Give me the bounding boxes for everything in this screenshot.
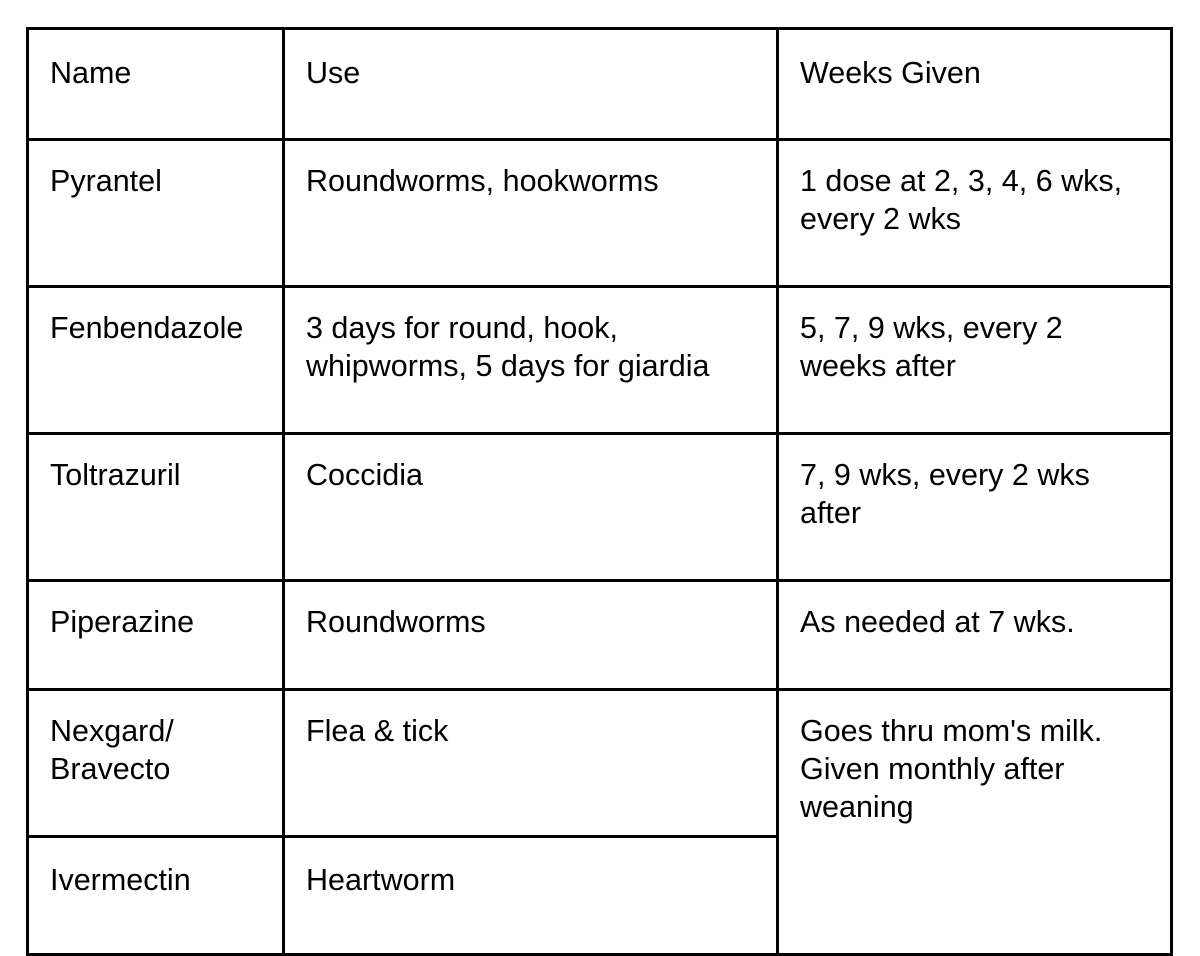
cell-weeks: 7, 9 wks, every 2 wks after xyxy=(778,434,1172,581)
cell-use: 3 days for round, hook, whipworms, 5 days for giardia xyxy=(284,287,778,434)
header-weeks-given: Weeks Given xyxy=(778,29,1172,140)
cell-use: Flea & tick xyxy=(284,690,778,837)
cell-weeks: 1 dose at 2, 3, 4, 6 wks, every 2 wks xyxy=(778,140,1172,287)
cell-weeks: As needed at 7 wks. xyxy=(778,581,1172,690)
table-row xyxy=(28,140,1172,287)
header-name: Name xyxy=(28,29,284,140)
table-header-row xyxy=(28,29,1172,140)
table-row xyxy=(28,690,1172,837)
medication-table xyxy=(26,27,1173,956)
cell-weeks: 5, 7, 9 wks, every 2 weeks after xyxy=(778,287,1172,434)
cell-use: Heartworm xyxy=(284,837,778,955)
cell-name: Toltrazuril xyxy=(28,434,284,581)
table-row xyxy=(28,581,1172,690)
cell-name: Fenbendazole xyxy=(28,287,284,434)
table-row xyxy=(28,287,1172,434)
cell-name: Piperazine xyxy=(28,581,284,690)
cell-name: Nexgard/ Bravecto xyxy=(28,690,284,837)
cell-use: Coccidia xyxy=(284,434,778,581)
cell-weeks-merged: Goes thru mom's milk. Given monthly after weaning xyxy=(778,690,1172,955)
cell-name: Ivermectin xyxy=(28,837,284,955)
cell-use: Roundworms xyxy=(284,581,778,690)
table-row xyxy=(28,434,1172,581)
cell-use: Roundworms, hookworms xyxy=(284,140,778,287)
header-use: Use xyxy=(284,29,778,140)
cell-name: Pyrantel xyxy=(28,140,284,287)
